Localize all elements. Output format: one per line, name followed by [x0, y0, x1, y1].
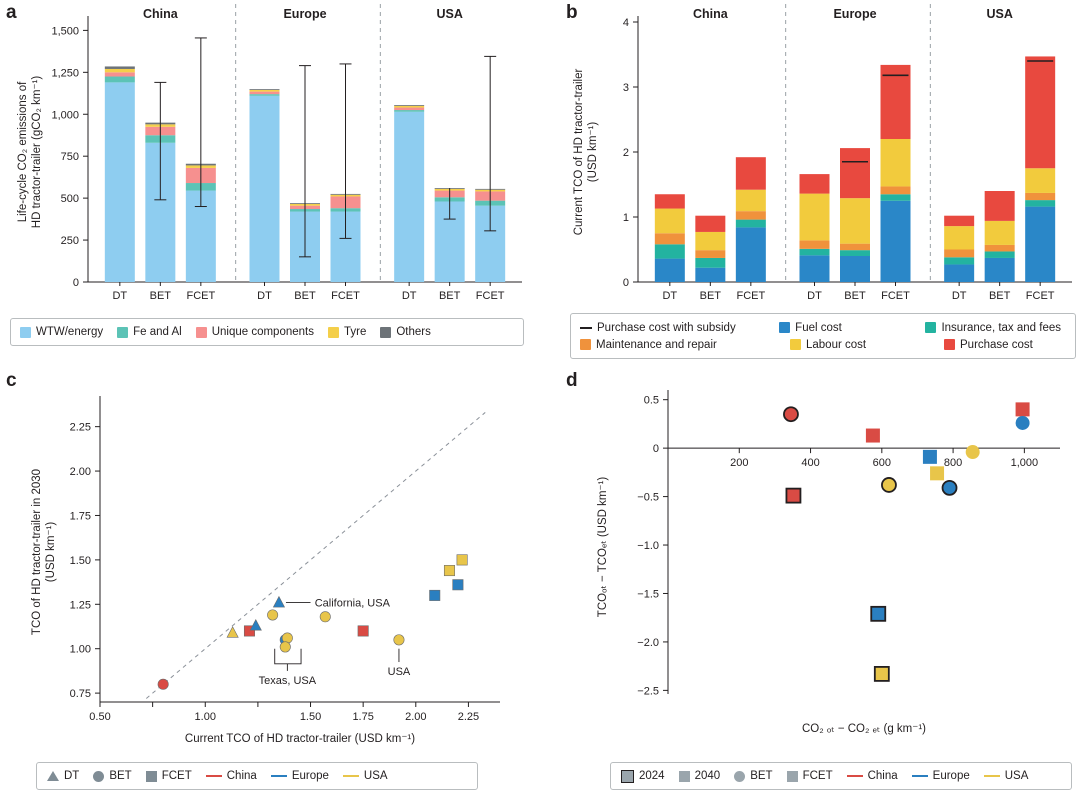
legend-panel-d [610, 762, 1072, 790]
legend-marker [734, 771, 745, 782]
legend-item-purchase-cost [944, 339, 1033, 351]
scatter-point [267, 610, 277, 620]
bar-segment [655, 244, 685, 258]
scatter-point [227, 627, 238, 638]
x-tick-label-c: 2.25 [457, 711, 480, 723]
bar-segment [695, 216, 725, 232]
legend-label: Labour cost [806, 338, 867, 351]
scatter-point [1016, 402, 1030, 416]
x-tick-label-b: DT [807, 290, 822, 302]
y-tick-label-c: 1.25 [69, 599, 91, 612]
legend-marker [343, 775, 359, 778]
y-tick-label-b: 3 [622, 82, 629, 94]
legend-label: Unique components [211, 326, 314, 338]
bar-segment [394, 105, 424, 106]
legend-item-bet [734, 770, 772, 782]
x-tick-label-d: 400 [801, 457, 820, 470]
x-tick-label-b: FCET [881, 290, 910, 302]
legend-label: Others [396, 326, 431, 338]
y-axis-title-c: (USD km⁻¹) [45, 521, 57, 583]
legend-panel-a [10, 318, 524, 346]
legend-marker [20, 327, 31, 338]
legend-item-europe [912, 770, 970, 782]
legend-item-labour-cost [790, 339, 930, 351]
bar-segment [985, 191, 1015, 221]
y-tick-label-d: 0.5 [643, 394, 659, 407]
scatter-point [444, 565, 454, 575]
scatter-point [943, 481, 957, 495]
scatter-point [457, 555, 467, 565]
legend-marker [206, 775, 222, 778]
x-axis-title-c: Current TCO of HD tractor-trailer (USD km⁻¹) [184, 733, 416, 745]
y-tick-label-a: 1,000 [51, 109, 79, 122]
bar-segment [249, 89, 279, 90]
bar-segment [1025, 200, 1055, 207]
legend-label: WTW/energy [36, 326, 104, 338]
bar-segment [736, 220, 766, 228]
legend-marker [328, 327, 339, 338]
legend-marker [580, 327, 592, 329]
bar-segment [944, 226, 974, 249]
parity-line [146, 412, 485, 698]
legend-item-purchase-cost-with-subsidy [580, 322, 765, 334]
legend-marker [380, 327, 391, 338]
bar-segment [985, 245, 1015, 252]
bar-segment [881, 194, 911, 201]
annotation-texas: Texas, USA [258, 674, 317, 687]
x-tick-label-c: 1.00 [194, 711, 216, 723]
legend-marker [779, 322, 790, 333]
scatter-point [966, 445, 980, 459]
y-tick-label-b: 4 [622, 17, 629, 29]
bar-segment [394, 106, 424, 108]
chart-panel-c [0, 372, 540, 762]
bar-segment [394, 108, 424, 111]
bar-segment [695, 250, 725, 258]
y-tick-label-c: 0.75 [69, 688, 91, 701]
y-tick-label-b: 2 [622, 147, 629, 159]
legend-label: 2040 [694, 770, 721, 782]
legend-item-tyre [328, 326, 366, 338]
legend-label: China [226, 770, 257, 782]
scatter-point [453, 580, 463, 590]
legend-label: FCET [802, 770, 833, 782]
y-tick-label-b: 0 [622, 277, 629, 289]
x-tick-label-c: 1.50 [299, 711, 322, 723]
legend-item-usa [343, 770, 388, 782]
annotation-california: California, USA [314, 597, 390, 610]
legend-item-usa [984, 770, 1029, 782]
bar-segment [944, 264, 974, 282]
scatter-point [1016, 416, 1030, 430]
y-tick-label-a: 0 [72, 277, 79, 289]
group-label-b: USA [986, 7, 1013, 21]
bar-segment [695, 268, 725, 282]
legend-label: Purchase cost [960, 338, 1033, 351]
bar-segment [1025, 207, 1055, 282]
bar-segment [695, 232, 725, 250]
bar-segment [249, 92, 279, 95]
legend-marker [787, 771, 798, 782]
legend-item-fcet [146, 770, 192, 782]
chart-panel-a [0, 0, 540, 320]
y-tick-label-a: 1,500 [51, 25, 79, 38]
legend-marker [925, 322, 936, 333]
legend-item-unique-components [196, 326, 314, 338]
scatter-point [784, 407, 798, 421]
scatter-point [273, 597, 284, 608]
group-label-b: Europe [833, 7, 877, 21]
x-tick-label-a: DT [257, 290, 272, 302]
bar-segment [394, 112, 424, 282]
legend-label: DT [64, 770, 80, 782]
y-tick-label-c: 1.75 [69, 510, 91, 523]
y-tick-label-d: −2.5 [637, 685, 659, 698]
x-tick-label-a: DT [112, 290, 128, 302]
scatter-point [394, 635, 404, 645]
x-tick-label-a: FCET [475, 290, 505, 302]
y-tick-label-a: 1,250 [51, 67, 79, 80]
legend-label: BET [750, 770, 773, 782]
legend-item-fe-and-al [117, 326, 182, 338]
y-tick-label-d: −0.5 [637, 491, 659, 504]
y-axis-title-b: (USD km⁻¹) [587, 121, 599, 183]
y-tick-label-c: 2.25 [69, 421, 91, 434]
legend-marker [47, 771, 59, 781]
scatter-point [866, 429, 880, 443]
panel-label-a: a [6, 2, 17, 23]
y-tick-label-c: 1.50 [69, 554, 91, 567]
bar-segment [840, 250, 870, 256]
panel-label-b: b [566, 2, 578, 23]
x-tick-label-c: 0.50 [89, 711, 111, 723]
legend-item-others [380, 326, 431, 338]
x-tick-label-b: BET [699, 290, 722, 302]
bar-segment [799, 194, 829, 241]
legend-item-dt [47, 770, 79, 782]
x-tick-label-a: DT [401, 290, 417, 302]
bar-segment [736, 157, 766, 190]
panel-label-c: c [6, 370, 17, 391]
legend-marker [196, 327, 207, 338]
legend-panel-c [36, 762, 478, 790]
legend-row [580, 336, 1075, 353]
x-axis-title-d: CO₂ ₒₜ − CO₂ ₑₜ (g km⁻¹) [802, 723, 926, 735]
bar-segment [944, 257, 974, 264]
y-axis-title-d: TCOₒₜ − TCOₑₜ (USD km⁻¹) [597, 476, 609, 618]
legend-marker [912, 775, 928, 778]
bar-segment [249, 90, 279, 92]
legend-label: BET [109, 770, 132, 782]
bar-segment [799, 249, 829, 256]
legend-item-china [206, 770, 257, 782]
bar-segment [249, 96, 279, 282]
legend-marker [944, 339, 955, 350]
legend-item-china [847, 770, 898, 782]
x-tick-label-a: FCET [331, 290, 360, 302]
legend-item-fuel-cost [779, 322, 911, 334]
bar-segment [1025, 56, 1055, 168]
legend-marker [847, 775, 863, 778]
bar-segment [1025, 193, 1055, 200]
group-label-a: China [142, 7, 178, 21]
legend-marker [93, 771, 104, 782]
x-tick-label-b: DT [662, 290, 678, 302]
group-label-b: China [692, 7, 728, 21]
legend-marker [271, 775, 287, 778]
x-tick-label-a: FCET [186, 290, 216, 302]
bar-segment [881, 201, 911, 282]
y-tick-label-d: −2.0 [637, 636, 659, 649]
y-tick-label-c: 2.00 [69, 466, 91, 479]
legend-label: 2024 [639, 770, 665, 782]
bar-segment [736, 227, 766, 282]
bar-segment [736, 211, 766, 219]
bar-segment [985, 251, 1015, 258]
legend-label: FCET [161, 770, 192, 782]
x-tick-label-b: BET [988, 290, 1011, 302]
x-tick-label-c: 1.75 [352, 711, 374, 723]
bar-segment [985, 258, 1015, 282]
legend-marker [580, 339, 591, 350]
x-tick-label-b: FCET [1025, 290, 1055, 302]
legend-item-maintenance-and-repair [580, 339, 776, 351]
x-tick-label-a: BET [438, 290, 461, 302]
x-tick-label-a: BET [149, 290, 172, 302]
legend-row [580, 319, 1075, 336]
scatter-point [875, 667, 889, 681]
y-tick-label-b: 1 [622, 212, 629, 224]
y-axis-title-a: Life-cycle CO₂ emissions of [17, 81, 29, 223]
scatter-point [158, 679, 168, 689]
bar-segment [799, 255, 829, 282]
bar-segment [105, 77, 135, 83]
bar-segment [655, 259, 685, 282]
bar-segment [840, 198, 870, 244]
legend-marker [621, 770, 634, 783]
legend-label: Tyre [343, 326, 367, 338]
bar-segment [655, 194, 685, 208]
bar-segment [736, 190, 766, 211]
legend-marker [790, 339, 801, 350]
x-tick-label-c: 2.00 [405, 711, 427, 723]
x-tick-label-b: DT [951, 290, 967, 302]
bar-segment [799, 174, 829, 194]
scatter-point [358, 626, 368, 636]
bar-segment [695, 258, 725, 268]
scatter-point [930, 466, 944, 480]
bar-segment [881, 186, 911, 194]
group-label-a: USA [436, 7, 463, 21]
bar-segment [944, 250, 974, 258]
bar-segment [249, 94, 279, 96]
scatter-point [320, 612, 330, 622]
scatter-point [871, 607, 885, 621]
bar-segment [881, 139, 911, 186]
y-tick-label-d: −1.0 [637, 540, 659, 553]
x-tick-label-d: 800 [943, 457, 963, 470]
x-tick-label-d: 1,000 [1010, 457, 1039, 470]
bar-segment [799, 240, 829, 248]
y-tick-label-a: 750 [60, 151, 79, 164]
group-label-a: Europe [283, 7, 327, 21]
y-axis-title-c: TCO of HD tractor-trailer in 2030 [31, 468, 43, 636]
bar-segment [105, 72, 135, 76]
panel-label-d: d [566, 370, 578, 391]
bar-segment [840, 244, 870, 251]
y-tick-label-a: 250 [60, 235, 79, 248]
bar-segment [394, 110, 424, 112]
legend-item-bet [93, 770, 131, 782]
legend-label: USA [1004, 770, 1029, 782]
bar-segment [1025, 168, 1055, 193]
legend-item-fcet [787, 770, 833, 782]
legend-panel-b [570, 313, 1076, 359]
chart-panel-d [560, 372, 1080, 762]
legend-label: Insurance, tax and fees [941, 321, 1061, 334]
legend-marker [984, 775, 1000, 778]
legend-item-insurance-tax-and-fees [925, 322, 1061, 334]
legend-item-wtw-energy [20, 326, 103, 338]
bar-segment [105, 69, 135, 72]
x-tick-label-a: BET [294, 290, 316, 302]
scatter-point [250, 620, 261, 631]
bar-segment [105, 66, 135, 69]
bar-segment [985, 221, 1015, 245]
legend-label: USA [363, 770, 388, 782]
legend-label: Europe [932, 770, 970, 782]
x-tick-label-b: BET [844, 290, 866, 302]
bar-segment [840, 148, 870, 198]
legend-label: Maintenance and repair [596, 338, 717, 351]
y-tick-label-a: 500 [60, 193, 79, 206]
bar-segment [105, 82, 135, 282]
legend-marker [117, 327, 128, 338]
bar-segment [655, 233, 685, 244]
y-tick-label-d: 0 [652, 443, 659, 456]
legend-item-2040 [679, 770, 721, 782]
legend-label: Fuel cost [795, 321, 842, 334]
chart-panel-b [560, 0, 1080, 320]
scatter-point [280, 642, 290, 652]
bar-segment [840, 256, 870, 282]
x-tick-label-d: 600 [872, 457, 891, 470]
y-axis-title-b: Current TCO of HD tractor-trailer [573, 68, 585, 236]
y-tick-label-d: −1.5 [637, 588, 659, 601]
legend-marker [146, 771, 157, 782]
legend-label: Fe and Al [133, 326, 182, 338]
bar-segment [944, 216, 974, 226]
legend-label: China [867, 770, 898, 782]
annotation-usa: USA [387, 666, 411, 679]
scatter-point [882, 478, 896, 492]
legend-label: Europe [291, 770, 329, 782]
legend-item-2024 [621, 770, 665, 783]
scatter-point [430, 590, 440, 600]
legend-item-europe [271, 770, 329, 782]
x-tick-label-b: FCET [736, 290, 766, 302]
x-tick-label-d: 200 [730, 457, 749, 470]
scatter-point [786, 489, 800, 503]
y-axis-title-a: HD tractor-trailer (gCO₂ km⁻¹) [31, 75, 43, 229]
bar-segment [655, 209, 685, 234]
legend-label: Purchase cost with subsidy [597, 321, 736, 334]
y-tick-label-c: 1.00 [69, 643, 91, 656]
scatter-point [923, 450, 937, 464]
legend-marker [679, 771, 690, 782]
